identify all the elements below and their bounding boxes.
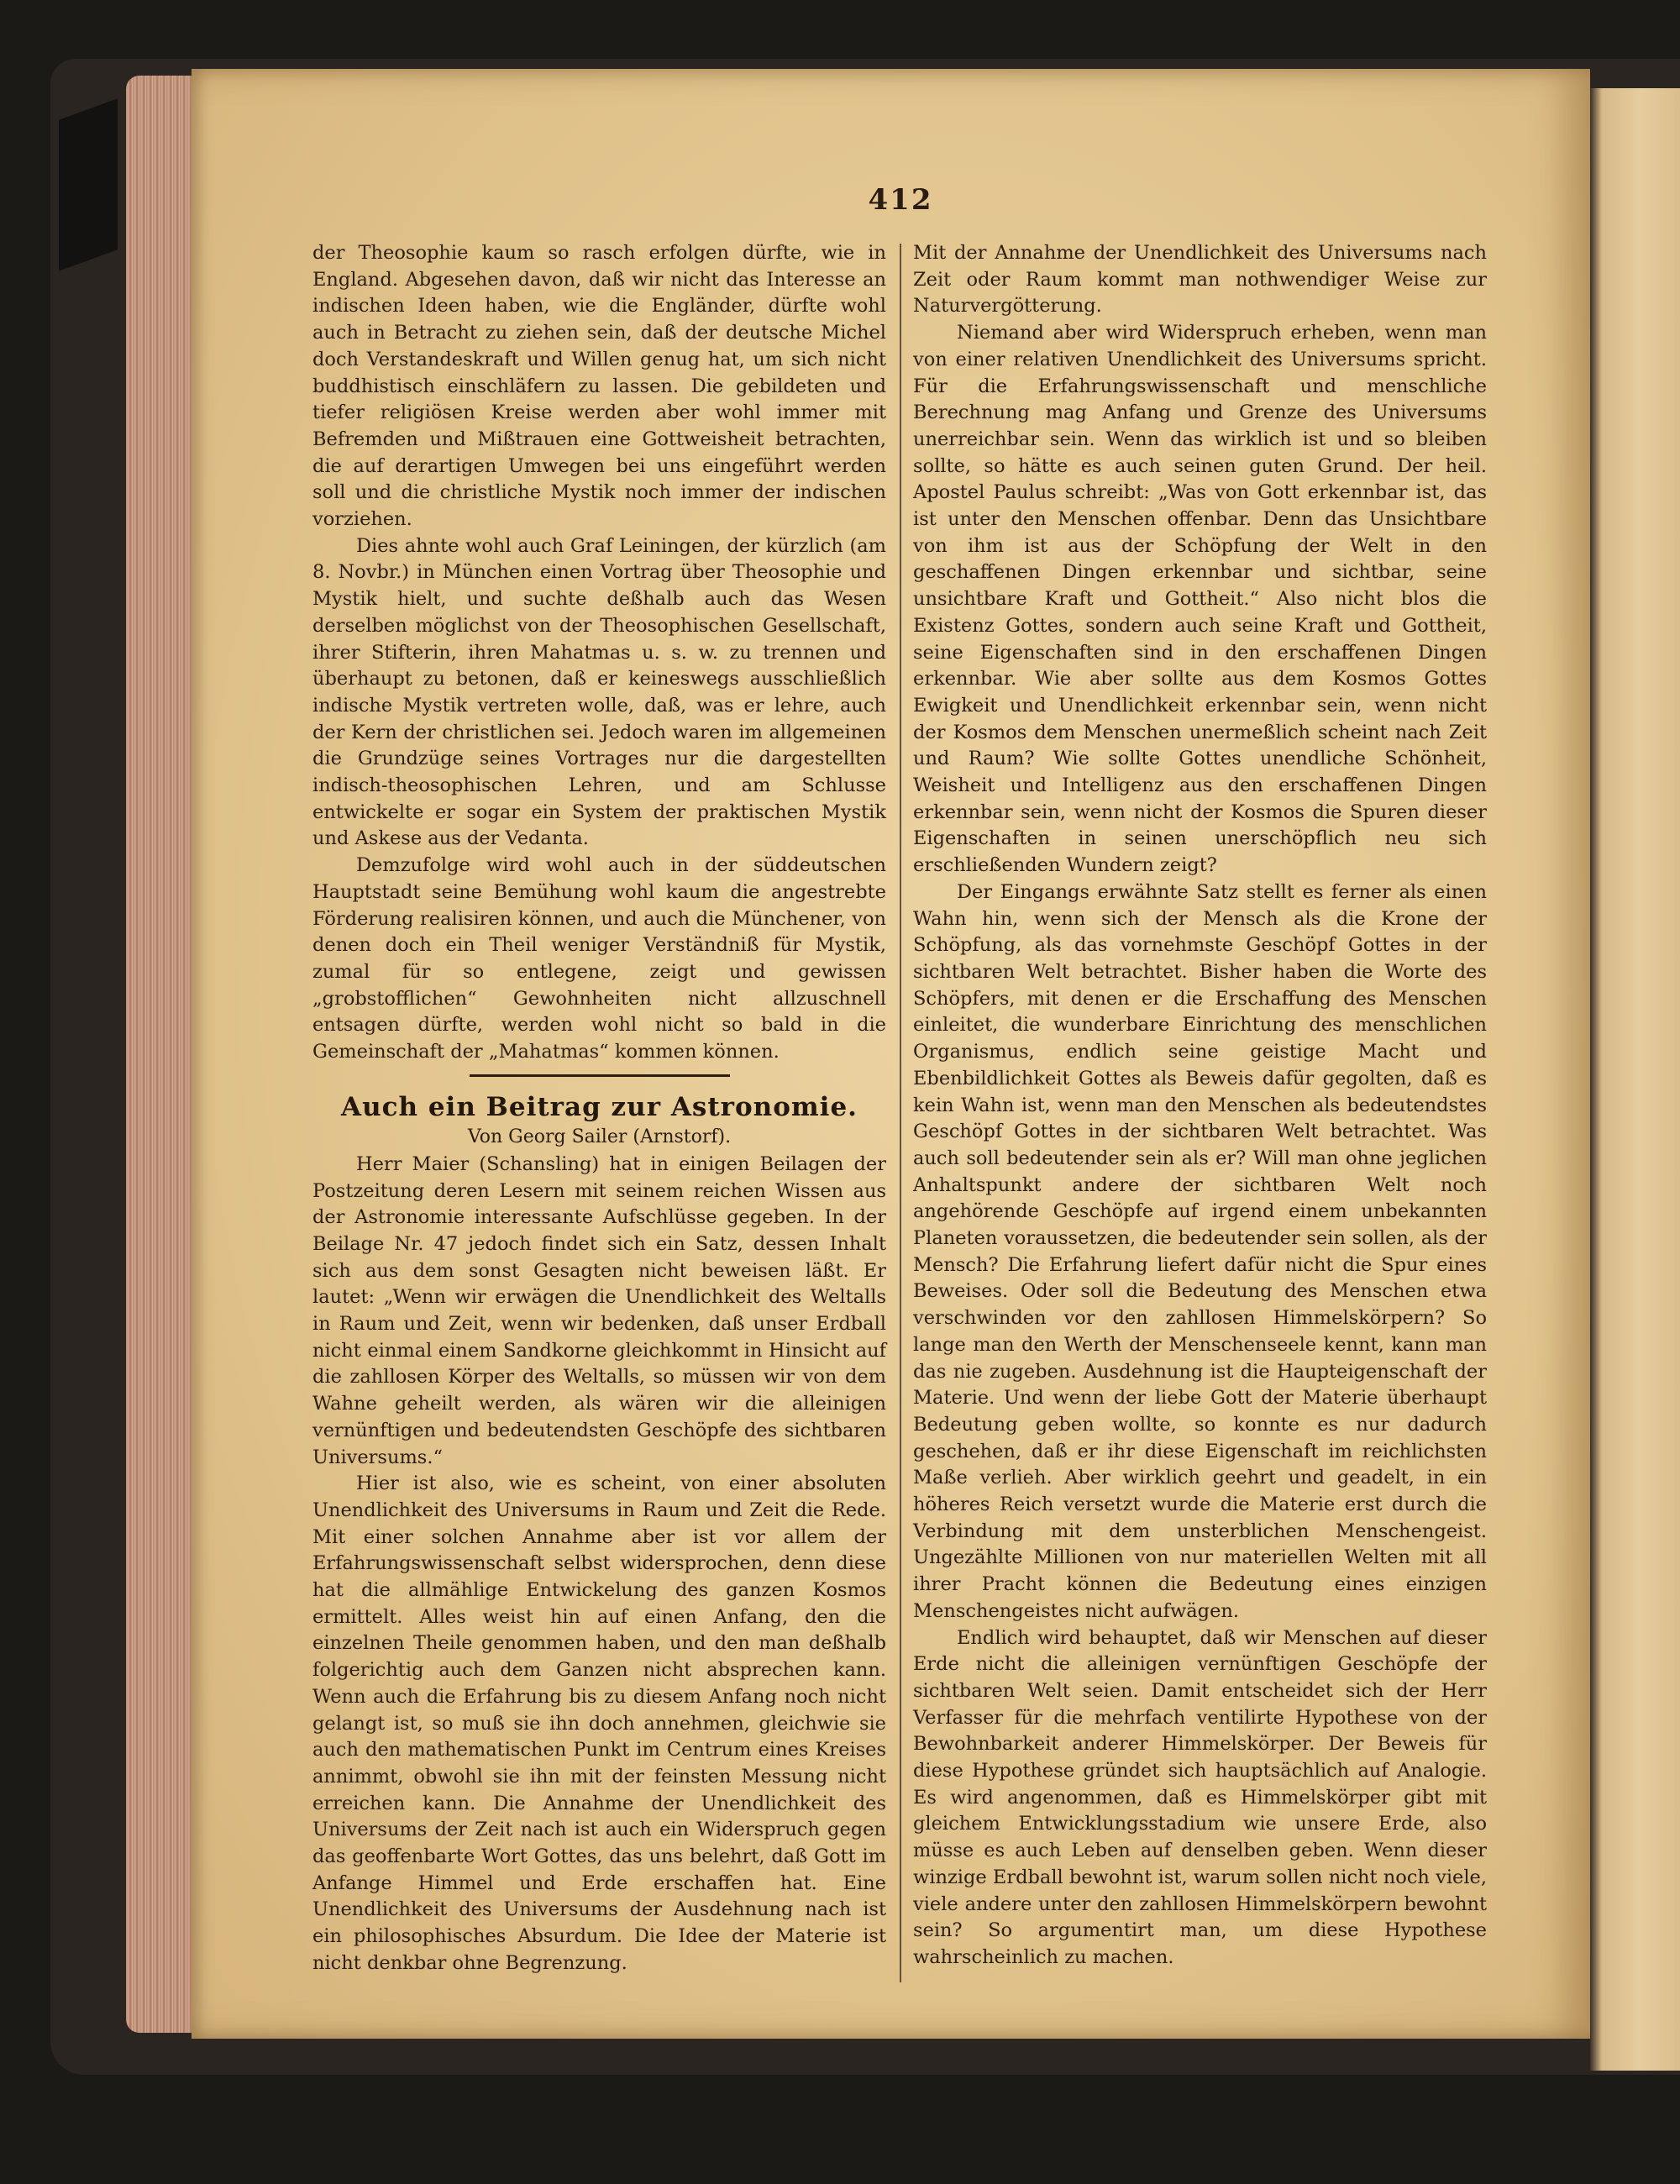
paragraph: Dies ahnte wohl auch Graf Leiningen, der kürzlich (am 8. Novbr.) in München einen Vortrag über Theosophie und Mystik hielt, und suchte deßhalb auch das Wesen derselben möglichst von der Theosophischen Gesellschaft, ihrer Stifterin, ihren Mahatmas u. s. w. zu trennen und überhaupt zu betonen, daß er keineswegs ausschließlich indische Mystik vertreten wolle, daß, was er lehre, auch der Kern der christlichen sei. Jedoch waren im allgemeinen die Grundzüge seines Vortrages nur die dargestellten indisch-theosophischen Lehren, und am Schlusse entwickelte er sogar ein System der praktischen Mystik und Askese aus der Vedanta.: [312, 534, 886, 850]
paragraph: der Theosophie kaum so rasch erfolgen dürfte, wie in England. Abgesehen davon, daß wir nicht das Interesse an indischen Ideen haben, wie die Engländer, dürfte wohl auch in Betracht zu ziehen sein, daß der deutsche Michel doch Verstandeskraft und Willen genug hat, um sich nicht buddhistisch einschläfern zu lassen. Die gebildeten und tiefer religiösen Kreise werden aber wohl immer mit Befremden und Mißtrauen eine Gottweisheit betrachten, die auf derartigen Umwegen bei uns eingeführt werden soll und die christliche Mystik noch immer der indischen vorziehen.: [312, 242, 886, 531]
right-column: [913, 240, 1487, 1971]
left-column: [312, 240, 886, 1977]
paragraph: Der Eingangs erwähnte Satz stellt es ferner als einen Wahn hin, wenn sich der Mensch als die Krone der Schöpfung, als das vornehmste Geschöpf Gottes in der sichtbaren Welt betrachtet. Bisher haben die Worte des Schöpfers, mit denen er die Erschaffung des Menschen einleitet, die wunderbare Einrichtung des menschlichen Organismus, endlich seine geistige Macht und Ebenbildlichkeit Gottes als Beweis dafür gegolten, daß es kein Wahn ist, wenn man den Menschen als bedeutendstes Geschöpf Gottes in der sichtbaren Welt betrachtet. Was auch soll bedeutender sein als er? Will man ohne jeglichen Anhaltspunkt andere der sichtbaren Welt noch angehörende Geschöpfe auf irgend einem unbekannten Planeten voraussetzen, die bedeutender sein sollen, als der Mensch? Die Erfahrung liefert dafür nicht die Spur eines Beweises. Oder soll die Bedeutung des Menschen etwa verschwinden vor den zahllosen Himmelskörpern? So lange man den Werth der Menschenseele kennt, kann man das nie zugeben. Ausdehnung ist die Haupteigenschaft der Materie. Und wenn der liebe Gott der Materie überhaupt Bedeutung geben wollte, so konnte es nur dadurch geschehen, daß er ihr diese Eigenschaft im reichlichsten Maße verlieh. Aber wirklich geehrt und geadelt, in ein höheres Reich versetzt wurde die Materie erst durch die Verbindung mit dem unsterblichen Menschengeist. Ungezählte Millionen von nur materiellen Welten mit all ihrer Pracht können die Bedeutung eines einzigen Menschengeistes nicht aufwägen.: [913, 880, 1487, 1622]
article-title: Auch ein Beitrag zur Astronomie.: [341, 1091, 858, 1122]
paragraph: Mit der Annahme der Unendlichkeit des Universums nach Zeit oder Raum kommt man nothwendiger Weise zur Naturvergötterung.: [913, 242, 1487, 318]
column-divider: [900, 244, 901, 1982]
paragraph: Demzufolge wird wohl auch in der süddeutschen Hauptstadt seine Bemühung wohl kaum die angestrebte Förderung realisiren können, und auch die Münchener, von denen doch ein Theil weniger Verständniß für Mystik, zumal für so entlegene, zeigt und gewissen „grobstofflichen“ Gewohnheiten nicht allzuschnell entsagen dürfte, werden wohl nicht so bald in die Gemeinschaft der „Mahatmas“ kommen können.: [312, 854, 886, 1063]
paragraph: Endlich wird behauptet, daß wir Menschen auf dieser Erde nicht die alleinigen vernünftigen Geschöpfe der sichtbaren Welt seien. Damit entscheidet sich der Herr Verfasser für die mehrfach ventilirte Hypothese von der Bewohnbarkeit anderer Himmelskörper. Der Beweis für diese Hypothese gründet sich hauptsächlich auf Analogie. Es wird angenommen, daß es Himmelskörper gibt mit gleichem Entwicklungsstadium wie unsere Erde, also müsse es auch Leben auf denselben geben. Wenn dieser winzige Erdball bewohnt ist, warum sollen nicht noch viele, viele andere unter den zahllosen Himmelskörpern bewohnt sein? So argumentirt man, um diese Hypothese wahrscheinlich zu machen.: [913, 1626, 1487, 1968]
bookmark-tab: [59, 98, 118, 270]
article-byline: Von Georg Sailer (Arnstorf).: [467, 1126, 732, 1147]
facing-page-edge: [1590, 88, 1680, 2071]
paragraph: Niemand aber wird Widerspruch erheben, wenn man von einer relativen Unendlichkeit des Universums spricht. Für die Erfahrungswissenschaft und menschliche Berechnung mag Anfang und Grenze des Universums unerreichbar sein. Wenn das wirklich ist und so bleiben sollte, so hätte es auch seinen guten Grund. Der heil. Apostel Paulus schreibt: „Was von Gott erkennbar ist, das ist unter den Menschen offenbar. Denn das Unsichtbare von ihm ist aus der Schöpfung der Welt in den geschaffenen Dingen erkennbar und sichtbar, seine unsichtbare Kraft und Gottheit.“ Also nicht blos die Existenz Gottes, sondern auch seine Kraft und Gottheit, seine Eigenschaften sind in den erschaffenen Dingen erkennbar. Wie aber sollte aus dem Kosmos Gottes Ewigkeit und Unendlichkeit erkennbar sein, wenn nicht der Kosmos dem Menschen unermeßlich scheint nach Zeit und Raum? Wie sollte Gottes unendliche Schönheit, Weisheit und Intelligenz aus den erschaffenen Dingen erkennbar sein, wenn nicht der Kosmos die Spuren dieser Eigenschaften in seinen unerschöpflich neu sich erschließenden Wundern zeigt?: [913, 322, 1487, 877]
page-number: 412: [868, 183, 933, 217]
section-rule: [470, 1074, 730, 1077]
paragraph: Hier ist also, wie es scheint, von einer absoluten Unendlichkeit des Universums in Raum und Zeit die Rede. Mit einer solchen Annahme aber ist vor allem der Erfahrungswissenschaft selbst widersprochen, denn diese hat die allmählige Entwickelung des ganzen Kosmos ermittelt. Alles weist hin auf einen Anfang, den die einzelnen Theile genommen haben, und den man deßhalb folgerichtig auch dem Ganzen nicht absprechen kann. Wenn auch die Erfahrung bis zu diesem Anfang noch nicht gelangt ist, so muß sie ihn doch annehmen, gleichwie sie auch den mathematischen Punkt im Centrum eines Kreises annimmt, obwohl sie ihn mit der feinsten Messung nicht erreichen kann. Die Annahme der Unendlichkeit des Universums der Zeit nach ist auch ein Widerspruch gegen das geoffenbarte Wort Gottes, das uns belehrt, daß Gott im Anfange Himmel und Erde erschaffen hat. Eine Unendlichkeit des Universums der Ausdehnung nach ist ein philosophisches Absurdum. Die Idee der Materie ist nicht denkbar ohne Begrenzung.: [312, 1473, 886, 1974]
paragraph: Herr Maier (Schansling) hat in einigen Beilagen der Postzeitung deren Lesern mit seinem reichen Wissen aus der Astronomie interessante Aufschlüsse gegeben. In der Beilage Nr. 47 jedoch findet sich ein Satz, dessen Inhalt sich aus dem sonst Gesagten nicht beweisen läßt. Er lautet: „Wenn wir erwägen die Unendlichkeit des Weltalls in Raum und Zeit, wenn wir bedenken, daß unser Erdball nicht einmal einem Sandkorne gleichkommt in Hinsicht auf die zahllosen Körper des Weltalls, so müssen wir von dem Wahne geheilt werden, als wären wir die alleinigen vernünftigen und bedeutendsten Geschöpfe des sichtbaren Universums.“: [312, 1152, 886, 1468]
